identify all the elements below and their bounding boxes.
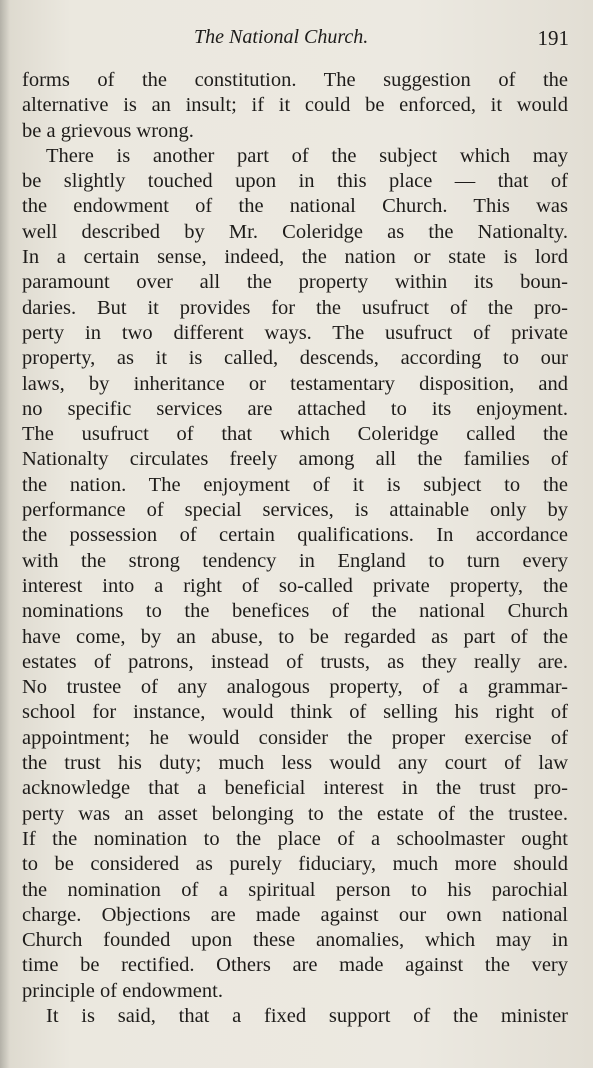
text-line: paramount over all the property within its boun-	[22, 271, 568, 294]
text-line: estates of patrons, instead of trusts, as they really are.	[22, 650, 568, 673]
text-line: the nation. The enjoyment of it is subject to the	[22, 473, 568, 496]
text-line: The usufruct of that which Coleridge called the	[22, 423, 568, 446]
text-line: interest into a right of so-called private property, the	[22, 574, 568, 597]
text-line: the trust his duty; much less would any court of law	[22, 752, 568, 775]
text-line: alternative is an insult; if it could be enforced, it would	[22, 94, 568, 117]
text-line: no specific services are attached to its enjoyment.	[22, 397, 568, 420]
text-line: have come, by an abuse, to be regarded as part of the	[22, 625, 568, 648]
text-line: acknowledge that a beneficial interest in the trust pro-	[22, 777, 568, 800]
text-line: property, as it is called, descends, according to our	[22, 347, 568, 370]
text-line: to be considered as purely fiduciary, much more should	[22, 853, 568, 876]
page-header	[24, 26, 569, 54]
running-title: The National Church.	[194, 26, 369, 48]
text-line: the endowment of the national Church. This was	[22, 195, 568, 218]
text-line: forms of the constitution. The suggestion of the	[22, 69, 568, 91]
text-line: time be rectified. Others are made against the very	[22, 954, 568, 977]
body-text	[22, 68, 568, 1029]
text-line: the possession of certain qualifications. In accordance	[22, 524, 568, 547]
text-line: performance of special services, is attainable only by	[22, 499, 568, 522]
text-line: charge. Objections are made against our own national	[22, 903, 568, 926]
text-line: daries. But it provides for the usufruct of the pro-	[22, 296, 568, 319]
text-line: perty was an asset belonging to the estate of the trustee.	[22, 802, 568, 825]
spine-shadow	[0, 0, 10, 1068]
text-line: Nationalty circulates freely among all the families of	[22, 448, 568, 471]
text-line: the nomination of a spiritual person to his parochial	[22, 878, 568, 901]
text-line: appointment; he would consider the proper exercise of	[22, 726, 568, 749]
text-line: well described by Mr. Coleridge as the Nationalty.	[22, 220, 568, 243]
text-line: In a certain sense, indeed, the nation or state is lord	[22, 246, 568, 269]
text-line: There is another part of the subject which may	[46, 144, 568, 167]
page-number: 191	[537, 26, 569, 50]
text-line: It is said, that a fixed support of the minister	[46, 1004, 568, 1027]
text-line: If the nomination to the place of a schoolmaster ought	[22, 827, 568, 850]
text-line: be a grievous wrong.	[22, 119, 194, 142]
text-line: laws, by inheritance or testamentary disposition, and	[22, 372, 568, 395]
text-line: with the strong tendency in England to turn every	[22, 549, 568, 572]
text-line: Church founded upon these anomalies, which may in	[22, 929, 568, 952]
text-line: perty in two different ways. The usufruct of private	[22, 321, 568, 344]
text-line: principle of endowment.	[22, 979, 223, 1002]
text-line: No trustee of any analogous property, of a grammar-	[22, 676, 568, 699]
text-line: school for instance, would think of selling his right of	[22, 701, 568, 724]
text-line: nominations to the benefices of the national Church	[22, 600, 568, 623]
text-line: be slightly touched upon in this place — that of	[22, 170, 568, 193]
